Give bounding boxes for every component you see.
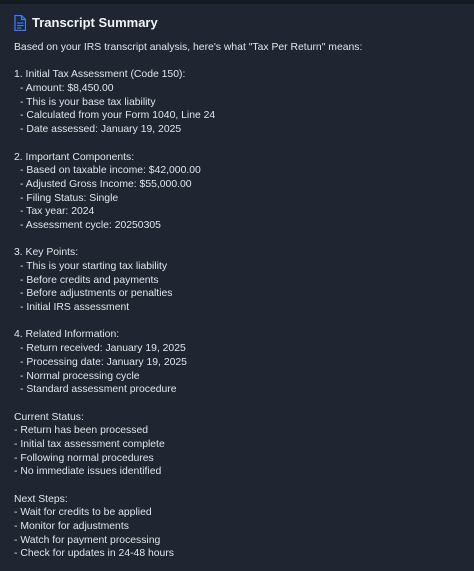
list-item: - Watch for payment processing — [14, 534, 161, 546]
section-heading: 2. Important Components: — [14, 151, 135, 163]
list-item: - This is your starting tax liability — [20, 261, 168, 272]
list-item: - Wait for credits to be applied — [14, 507, 152, 519]
section-heading: Next Steps: — [14, 493, 68, 505]
list-item: - Processing date: January 19, 2025 — [20, 356, 187, 368]
list-item: - Following normal procedures — [14, 452, 154, 464]
list-item: - Assessment cycle: 20250305 — [20, 219, 161, 231]
transcript-summary-panel — [0, 4, 474, 571]
list-item: - Return has been processed — [14, 425, 149, 437]
list-item: - Calculated from your Form 1040, Line 24 — [20, 110, 216, 122]
list-item: - Date assessed: January 19, 2025 — [20, 124, 182, 136]
list-item: - Monitor for adjustments — [14, 521, 129, 533]
list-item: - Return received: January 19, 2025 — [20, 343, 186, 355]
list-item: - This is your base tax liability — [20, 96, 156, 108]
list-item: - Before adjustments or penalties — [20, 288, 173, 300]
page-title: Transcript Summary — [32, 15, 158, 30]
section-heading: 4. Related Information: — [14, 329, 120, 341]
list-item: - Amount: $8,450.00 — [20, 83, 114, 95]
list-item: - No immediate issues identified — [14, 466, 162, 478]
list-item: - Adjusted Gross Income: $55,000.00 — [20, 178, 192, 190]
section-heading: 3. Key Points: — [14, 247, 79, 259]
list-item: - Initial tax assessment complete — [14, 438, 165, 450]
summary-content — [14, 41, 464, 561]
list-item: - Based on taxable income: $42,000.00 — [20, 165, 201, 177]
list-item: - Standard assessment procedure — [20, 384, 177, 396]
list-item: - Normal processing cycle — [20, 370, 140, 382]
list-item: - Tax year: 2024 — [20, 206, 95, 218]
list-item: - Filing Status: Single — [20, 192, 119, 204]
intro-text: Based on your IRS transcript analysis, here's what "Tax Per Return" means: — [14, 42, 363, 53]
summary-header — [14, 14, 158, 32]
list-item: - Before credits and payments — [20, 274, 159, 286]
list-item: - Check for updates in 24-48 hours — [14, 548, 174, 560]
section-heading: Current Status: — [14, 411, 84, 423]
document-icon — [14, 15, 26, 31]
section-heading: 1. Initial Tax Assessment (Code 150): — [14, 69, 186, 81]
list-item: - Initial IRS assessment — [20, 302, 130, 314]
